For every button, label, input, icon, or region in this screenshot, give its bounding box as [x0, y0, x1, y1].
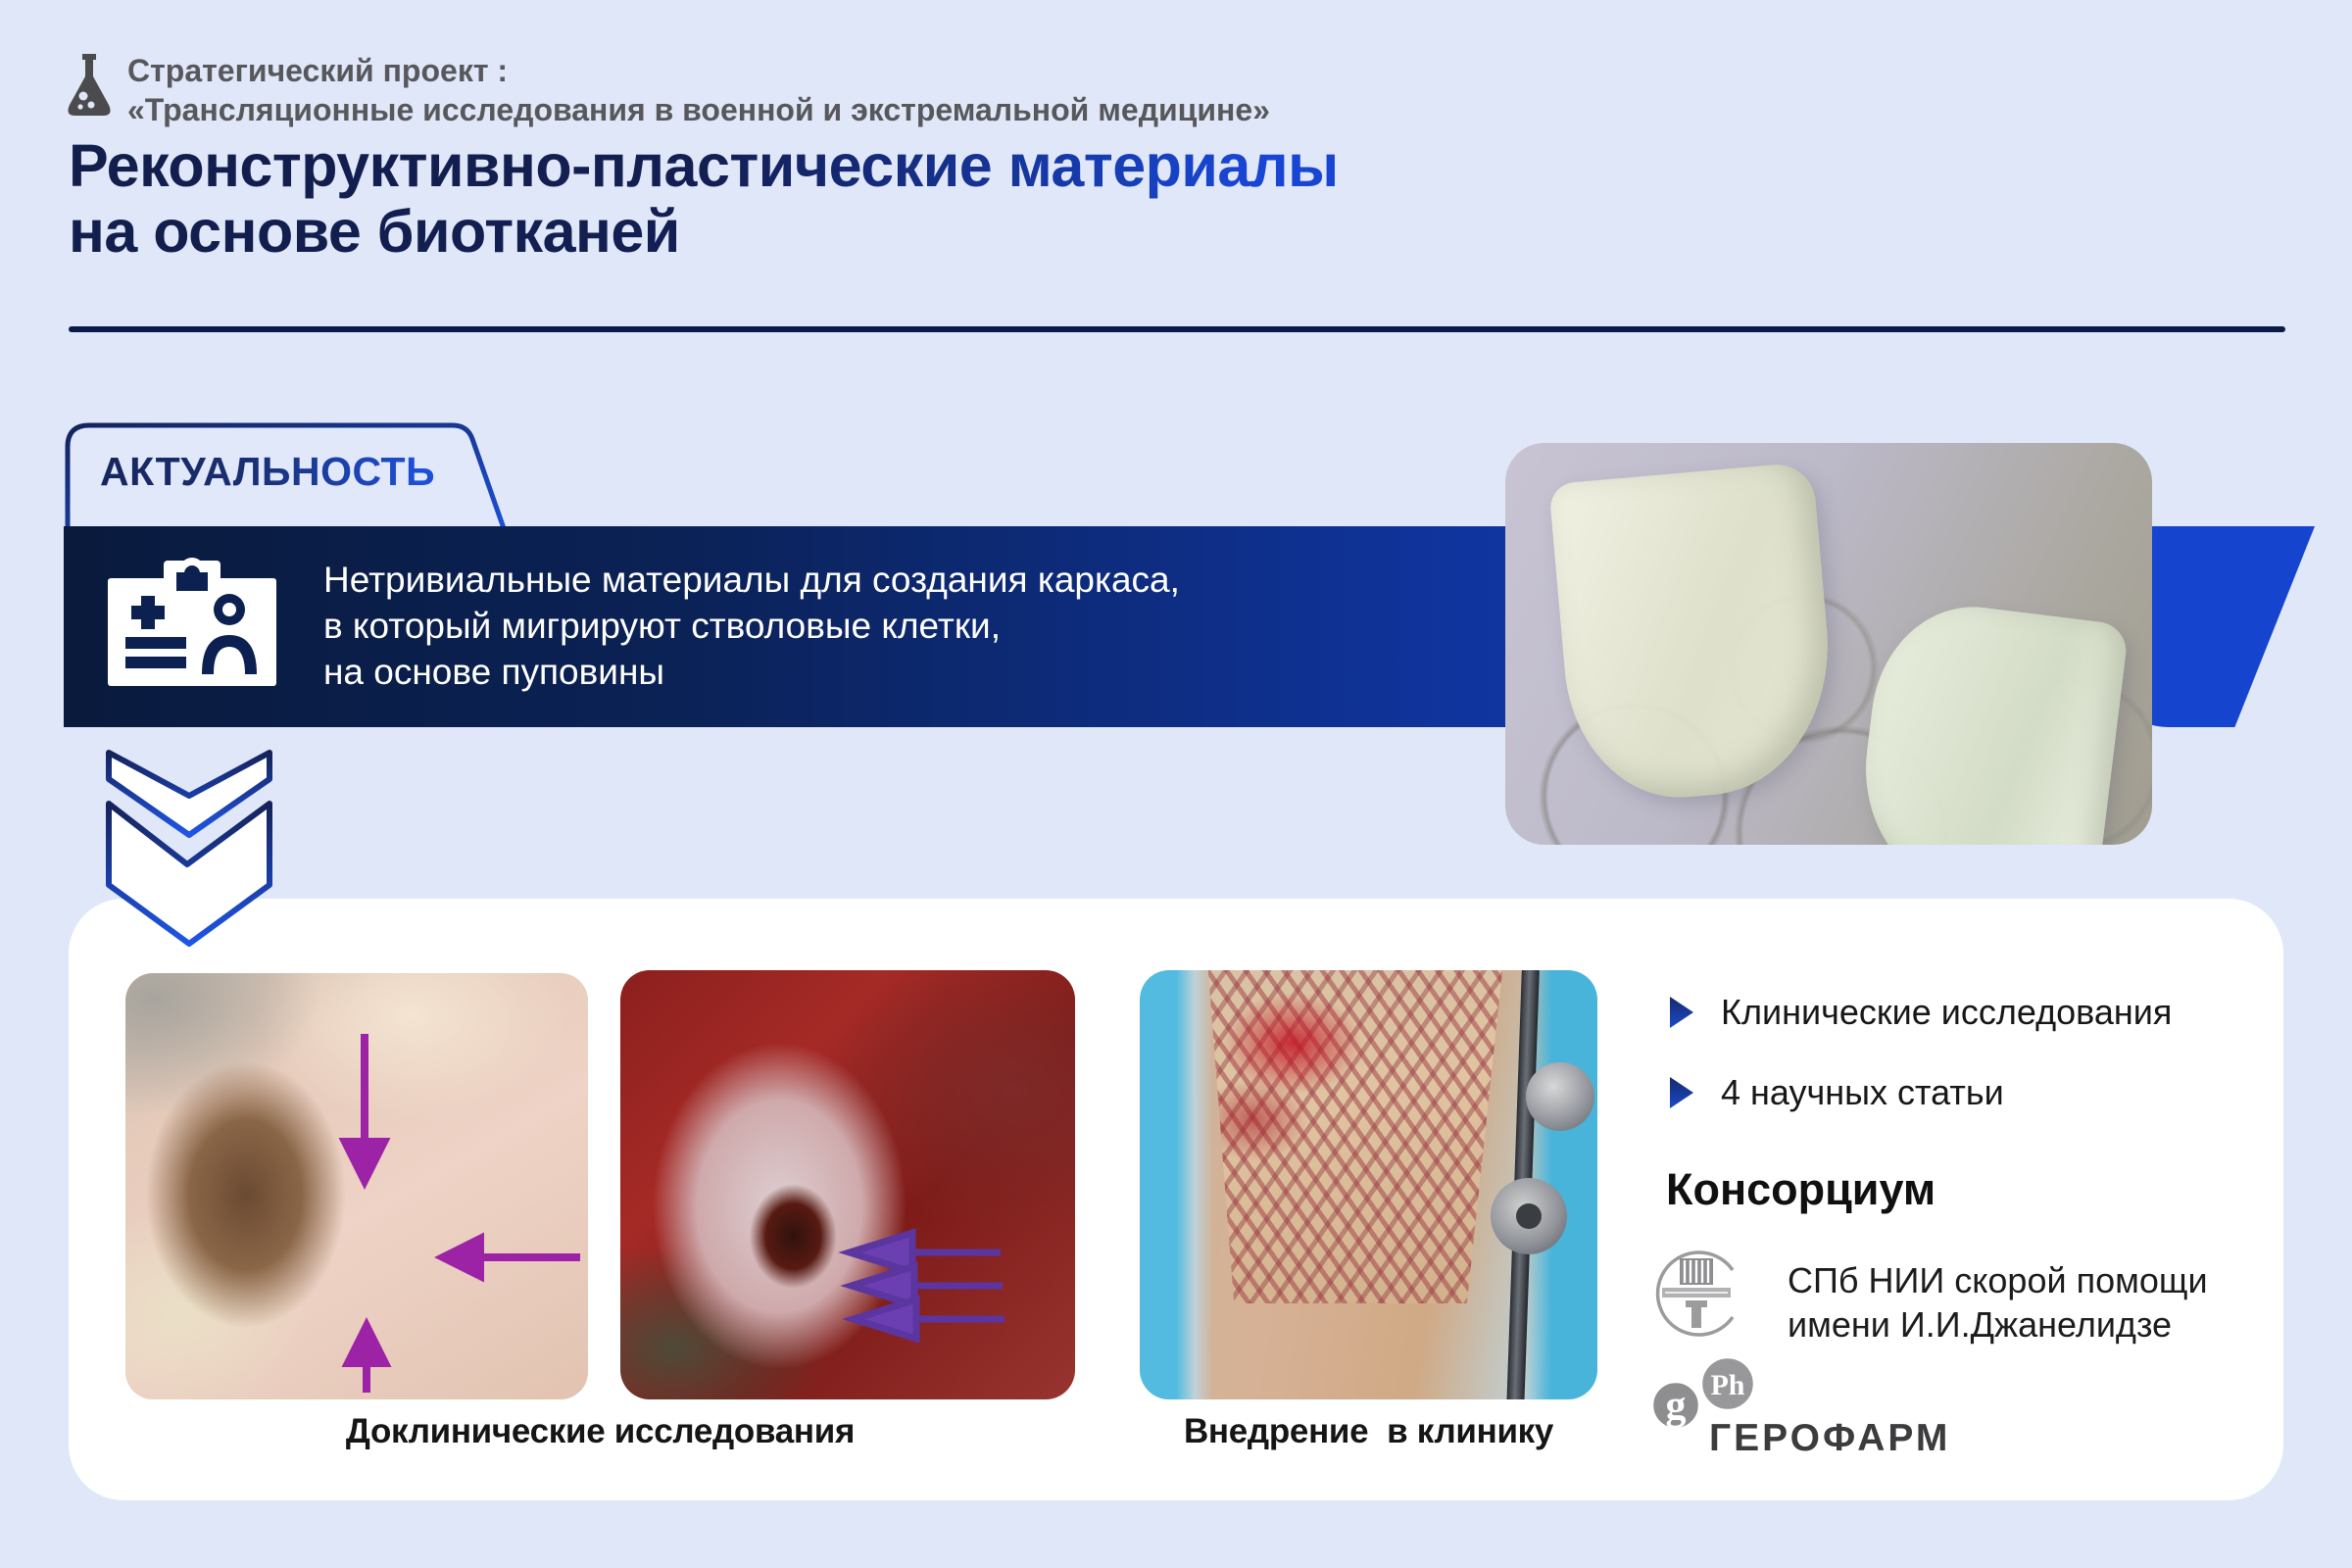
gerofarm-logo-letter-g: g	[1665, 1384, 1687, 1429]
fixator-clamp-lower	[1491, 1178, 1567, 1254]
nii-name-line1: СПб НИИ скорой помощи	[1788, 1260, 2208, 1300]
nii-dzhanelidze-logo	[1650, 1247, 1744, 1341]
relevance-text-line1: Нетривиальные материалы для создания каркаса,	[323, 560, 1180, 600]
relevance-label: АКТУАЛЬНОСТЬ	[100, 449, 436, 494]
result-item-articles	[1668, 1072, 2004, 1113]
annotation-arrows-violet	[620, 970, 1075, 1399]
relevance-text-line2: в который мигрируют стволовые клетки,	[323, 606, 1001, 646]
gerofarm-logo-letter-ph: Ph	[1710, 1369, 1745, 1401]
divider	[69, 326, 2285, 332]
consortium-heading: Консорциум	[1666, 1164, 1936, 1214]
caption-preclinical: Доклинические исследования	[345, 1412, 856, 1450]
page-title-line2: на основе биотканей	[69, 198, 680, 265]
caption-clinic: Внедрение в клинику	[1183, 1412, 1554, 1450]
fixator-clamp-upper	[1526, 1062, 1594, 1131]
id-card-icon	[108, 555, 276, 686]
project-label: Стратегический проект :	[127, 53, 509, 88]
annotation-arrows-purple	[125, 973, 588, 1399]
double-chevron-down-icon	[103, 747, 275, 949]
skin-graft-mesh	[1189, 970, 1512, 1303]
nii-dzhanelidze-name	[1788, 1258, 2208, 1347]
photo-gel-biomaterial-samples	[1505, 443, 2152, 845]
project-name: «Трансляционные исследования в военной и экстремальной медицине»	[127, 92, 1270, 127]
photo-skin-graft-clinic	[1140, 970, 1597, 1399]
result-item-label: 4 научных статьи	[1721, 1072, 2004, 1112]
page-title-line1: Реконструктивно-пластические материалы	[69, 132, 1339, 199]
photo-surgical-field	[620, 970, 1075, 1399]
relevance-text-line3: на основе пуповины	[323, 652, 664, 692]
nii-name-line2: имени И.И.Джанелидзе	[1788, 1304, 2173, 1345]
strategic-project-header	[127, 51, 1270, 129]
bullet-triangle-icon	[1668, 995, 1695, 1030]
page-title	[69, 133, 1597, 265]
photo-preclinical-tissue-sample	[125, 973, 588, 1399]
result-item-clinical	[1668, 992, 2172, 1033]
gerofarm-wordmark: ГЕРОФАРМ	[1709, 1417, 1951, 1459]
bullet-triangle-icon	[1668, 1075, 1695, 1110]
gel-sample-right	[1851, 596, 2129, 845]
relevance-text	[323, 557, 1180, 695]
result-item-label: Клинические исследования	[1721, 992, 2173, 1032]
flask-icon	[63, 53, 116, 122]
gel-sample-left	[1548, 462, 1840, 807]
